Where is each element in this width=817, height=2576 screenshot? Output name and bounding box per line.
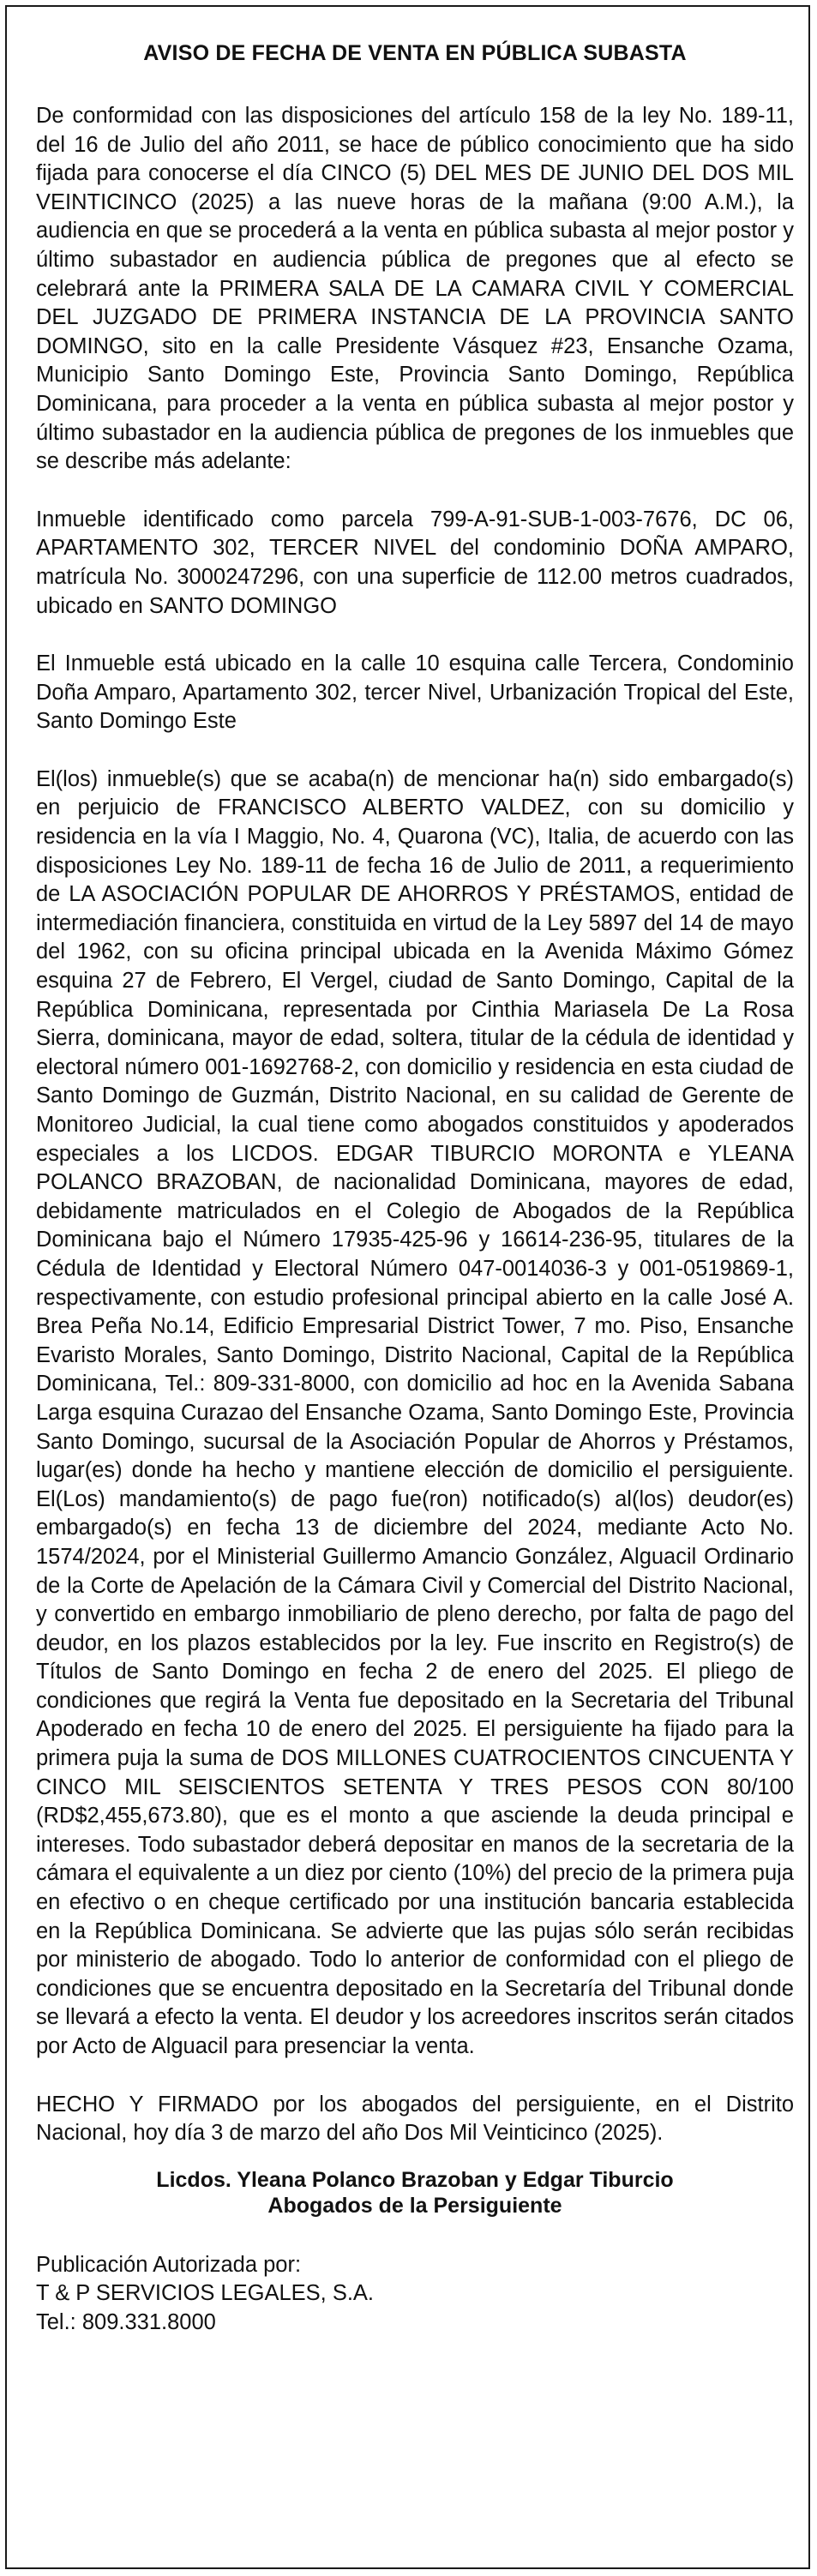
footer-phone: Tel.: 809.331.8000 [36, 2309, 216, 2334]
footer-authorized: Publicación Autorizada por: [36, 2252, 302, 2277]
signature-role: Abogados de la Persiguiente [267, 2193, 562, 2218]
paragraph-auction-date: De conformidad con las disposiciones del artículo 158 de la ley No. 189-11, del 16 de Julio del año 2011, se hace de público conocimiento que ha sido fijada para conocerse el día CINCO (5) DEL MES DE JUNIO DEL DOS MIL VEINTICINCO (2025) a las nueve horas de la mañana (9:00 A.M.), la audiencia en que se procederá a la venta en pública subasta al mejor postor y último subastador en audiencia pública de pregones que al efecto se celebrará ante la PRIMERA SALA DE LA CAMARA CIVIL Y COMERCIAL DEL JUZGADO DE PRIMERA INSTANCIA DE LA PROVINCIA SANTO DOMINGO, sito en la calle Presidente Vásquez #23, Ensanche Ozama, Municipio Santo Domingo Este, Provincia Santo Domingo, República Dominicana, para proceder a la venta en pública subasta al mejor postor y último subastador en la audiencia pública de pregones de los inmuebles que se describe más adelante: [36, 104, 794, 474]
paragraph-signed: HECHO Y FIRMADO por los abogados del persiguiente, en el Distrito Nacional, hoy día 3 de marzo del año Dos Mil Veinticinco (2025). [36, 2092, 794, 2146]
notice-content [36, 41, 794, 2338]
paragraph-property-id: Inmueble identificado como parcela 799-A-91-SUB-1-003-7676, DC 06, APARTAMENTO 302, TERCER NIVEL del condominio DOÑA AMPARO, matrícula No. 3000247296, con una superficie de 112.00 metros cuadrados, ubicado en SANTO DOMINGO [36, 507, 794, 618]
notice-title: AVISO DE FECHA DE VENTA EN PÚBLICA SUBASTA [143, 41, 687, 65]
paragraph-seizure-details: El(los) inmueble(s) que se acaba(n) de mencionar ha(n) sido embargado(s) en perjuicio de FRANCISCO ALBERTO VALDEZ, con su domicilio y residencia en la vía I Maggio, No. 4, Quarona (VC), Italia, de acuerdo con las disposiciones Ley No. 189-11 de fecha 16 de Julio de 2011, a requerimiento de LA ASOCIACIÓN POPULAR DE AHORROS Y PRÉSTAMOS, entidad de intermediación financiera, constituida en virtud de la Ley 5897 del 14 de mayo del 1962, con su oficina principal ubicada en la Avenida Máximo Gómez esquina 27 de Febrero, El Vergel, ciudad de Santo Domingo, Capital de la República Dominicana, representada por Cinthia Mariasela De La Rosa Sierra, dominicana, mayor de edad, soltera, titular de la cédula de identidad y electoral número 001-1692768-2, con domicilio y residencia en esta ciudad de Santo Domingo de Guzmán, Distrito Nacional, en su calidad de Gerente de Monitoreo Judicial, la cual tiene como abogados constituidos y apoderados especiales a los LICDOS. EDGAR TIBURCIO MORONTA e YLEANA POLANCO BRAZOBAN, de nacionalidad Dominicana, mayores de edad, debidamente matriculados en el Colegio de Abogados de la República Dominicana bajo el Número 17935-425-96 y 16614-236-95, titulares de la Cédula de Identidad y Electoral Número 047-0014036-3 y 001-0519869-1, respectivamente, con estudio profesional principal abierto en la calle José A. Brea Peña No.14, Edificio Empresarial District Tower, 7 mo. Piso, Ensanche Evaristo Morales, Santo Domingo, Distrito Nacional, Capital de la República Dominicana, Tel.: 809-331-8000, con domicilio ad hoc en la Avenida Sabana Larga esquina Curazao del Ensanche Ozama, Santo Domingo Este, Provincia Santo Domingo, sucursal de la Asociación Popular de Ahorros y Préstamos, lugar(es) donde ha hecho y mantiene elección de domicilio el persiguiente. El(Los) mandamiento(s) de pago fue(ron) notificado(s) al(los) deudor(es) embargado(s) en fecha 13 de diciembre del 2024, mediante Acto No. 1574/2024, por el Ministerial Guillermo Amancio González, Alguacil Ordinario de la Corte de Apelación de la Cámara Civil y Comercial del Distrito Nacional, y convertido en embargo inmobiliario de pleno derecho, por falta de pago del deudor, en los plazos establecidos por la ley. Fue inscrito en Registro(s) de Títulos de Santo Domingo en fecha 2 de enero del 2025. El pliego de condiciones que regirá la Venta fue depositado en la Secretaria del Tribunal Apoderado en fecha 10 de enero del 2025. El persiguiente ha fijado para la primera puja la suma de DOS MILLONES CUATROCIENTOS CINCUENTA Y CINCO MIL SEISCIENTOS SETENTA Y TRES PESOS CON 80/100 (RD$2,455,673.80), que es el monto a que asciende la deuda principal e intereses. Todo subastador deberá depositar en manos de la secretaria de la cámara el equivalente a un diez por ciento (10%) del precio de la primera puja en efectivo o en cheque certificado por una institución bancaria establecida en la República Dominicana. Se advierte que las pujas sólo serán recibidas por ministerio de abogado. Todo lo anterior de conformidad con el pliego de condiciones que se encuentra depositado en la Secretaría del Tribunal donde se llevará a efecto la venta. El deudor y los acreedores inscritos serán citados por Acto de Alguacil para presenciar la venta. [36, 766, 794, 2058]
paragraph-property-location: El Inmueble está ubicado en la calle 10 esquina calle Tercera, Condominio Doña Amparo, Apartamento 302, tercer Nivel, Urbanización Tropical del Este, Santo Domingo Este [36, 652, 794, 734]
footer-company: T & P SERVICIOS LEGALES, S.A. [36, 2281, 375, 2306]
signature-names: Licdos. Yleana Polanco Brazoban y Edgar Tiburcio [156, 2167, 674, 2192]
notice-frame [5, 5, 810, 2569]
